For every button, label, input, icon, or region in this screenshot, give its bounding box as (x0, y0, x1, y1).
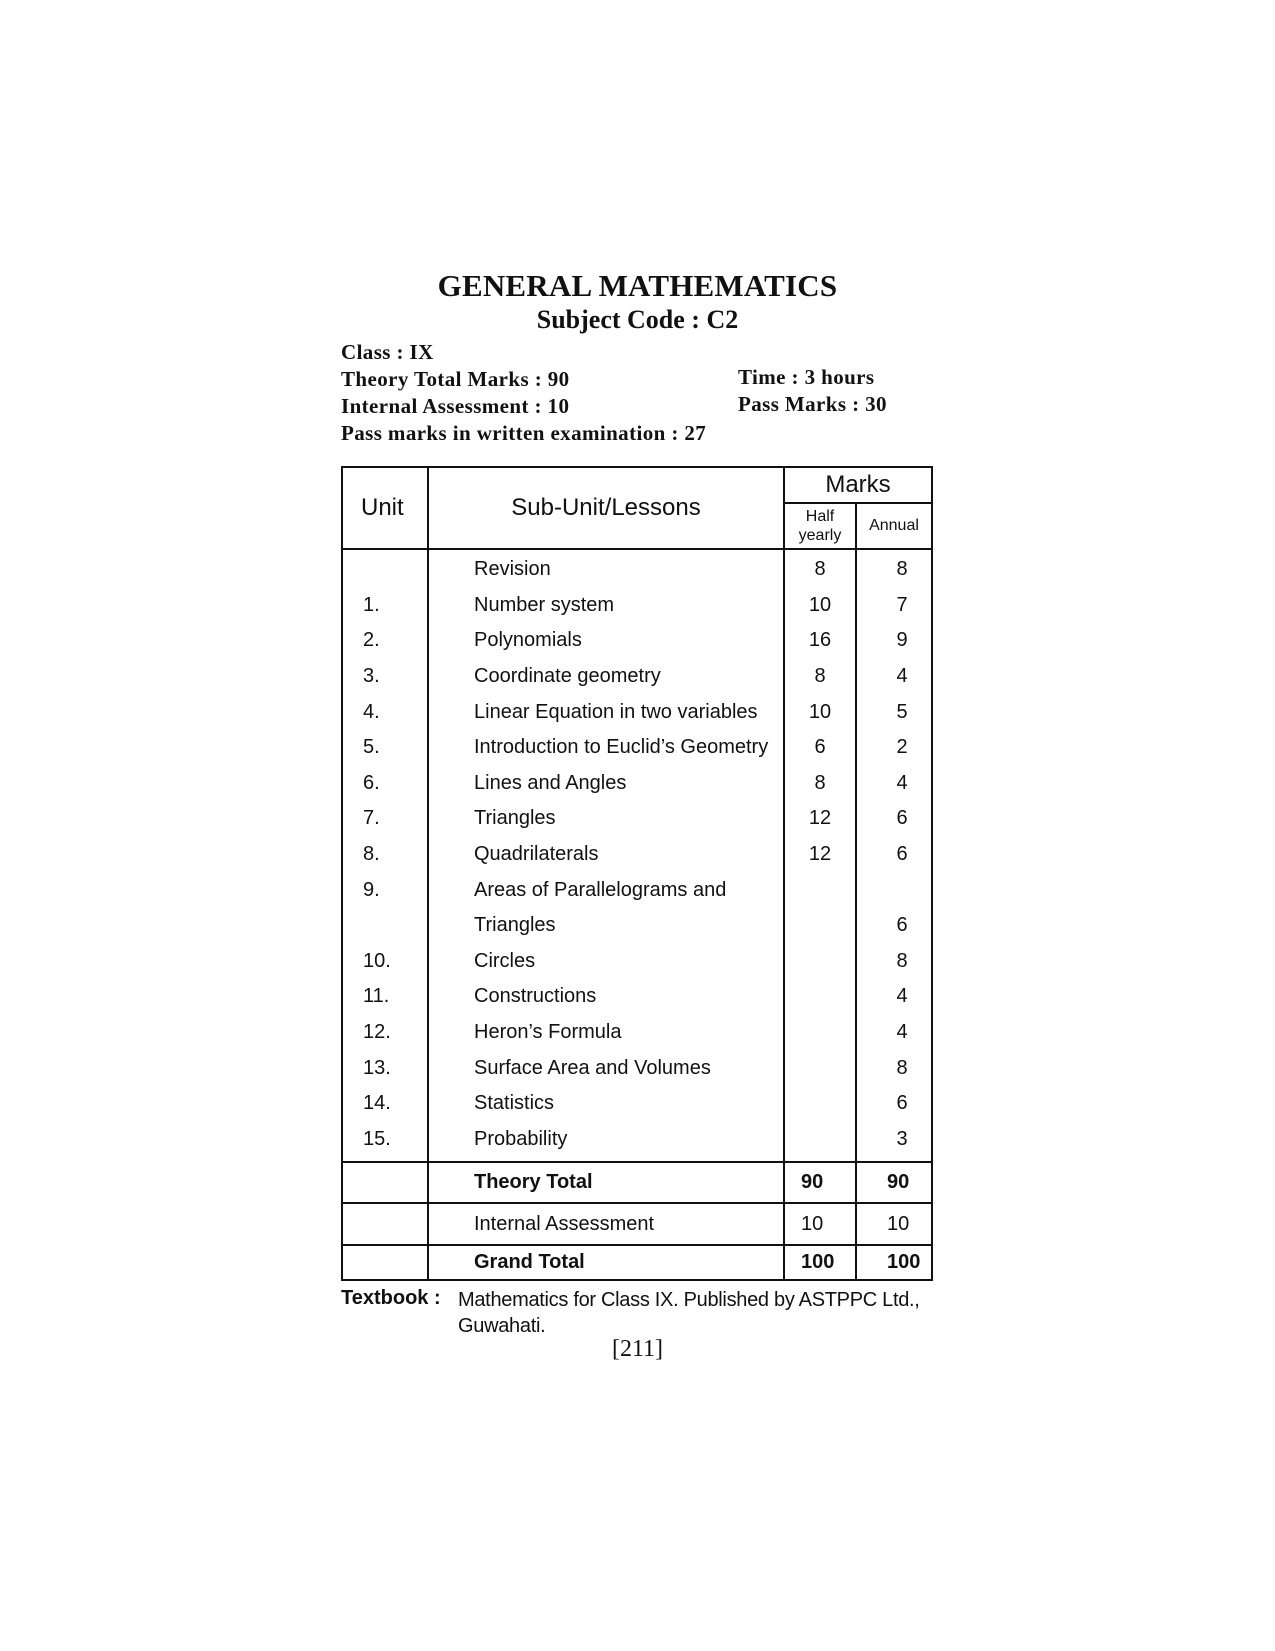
table-body (342, 549, 932, 1162)
subject-code: Subject Code : C2 (536, 305, 739, 334)
lesson-cell: Probability (428, 1122, 784, 1163)
lesson-cell: Quadrilaterals (428, 837, 784, 873)
annual-cell: 8 (856, 1050, 932, 1086)
theory-total-half: 90 (784, 1162, 856, 1203)
theory-total-marks: Theory Total Marks : 90 (341, 367, 570, 391)
header-half-line1: Half (805, 508, 835, 525)
table-row (342, 549, 932, 588)
annual-cell: 7 (856, 588, 932, 624)
lesson-cell: Revision (428, 549, 784, 588)
pass-marks-written: Pass marks in written examination : 27 (341, 421, 707, 445)
header-annual: Annual (856, 503, 932, 549)
table-row (342, 623, 932, 659)
half-yearly-cell (784, 944, 856, 980)
grand-total-label: Grand Total (428, 1245, 784, 1280)
theory-total-annual: 90 (856, 1162, 932, 1203)
unit-cell: 2. (342, 623, 428, 659)
unit-cell: 1. (342, 588, 428, 624)
unit-cell (342, 908, 428, 944)
half-yearly-cell: 8 (784, 766, 856, 802)
pass-marks-info: Pass Marks : 30 (738, 392, 887, 416)
unit-cell (342, 549, 428, 588)
header-sub-unit: Sub-Unit/Lessons (428, 467, 784, 549)
annual-cell: 3 (856, 1122, 932, 1163)
lesson-cell: Surface Area and Volumes (428, 1050, 784, 1086)
time-info: Time : 3 hours (738, 365, 875, 389)
unit-cell: 4. (342, 694, 428, 730)
half-yearly-cell (784, 1086, 856, 1122)
half-yearly-cell: 8 (784, 659, 856, 695)
header-half-yearly (784, 503, 856, 549)
annual-cell: 6 (856, 1086, 932, 1122)
lesson-cell: Triangles (428, 908, 784, 944)
half-yearly-cell: 10 (784, 694, 856, 730)
lesson-cell: Lines and Angles (428, 766, 784, 802)
unit-cell: 11. (342, 979, 428, 1015)
table-row (342, 694, 932, 730)
internal-assessment-label: Internal Assessment (428, 1203, 784, 1245)
annual-cell: 4 (856, 979, 932, 1015)
lesson-cell: Coordinate geometry (428, 659, 784, 695)
document-title: GENERAL MATHEMATICS (437, 268, 838, 303)
half-yearly-cell (784, 1015, 856, 1051)
unit-cell: 7. (342, 801, 428, 837)
annual-cell (856, 872, 932, 908)
half-yearly-cell: 16 (784, 623, 856, 659)
lesson-cell: Areas of Parallelograms and (428, 872, 784, 908)
annual-cell: 8 (856, 549, 932, 588)
table-row (342, 730, 932, 766)
unit-cell: 3. (342, 659, 428, 695)
internal-assessment-row (342, 1203, 932, 1245)
annual-cell: 6 (856, 908, 932, 944)
table-row (342, 1122, 932, 1163)
table-row (342, 1015, 932, 1051)
table-row (342, 979, 932, 1015)
marks-table (341, 466, 933, 1281)
table-row (342, 1050, 932, 1086)
annual-cell: 4 (856, 766, 932, 802)
theory-total-label: Theory Total (428, 1162, 784, 1203)
annual-cell: 2 (856, 730, 932, 766)
internal-assessment-info: Internal Assessment : 10 (341, 394, 570, 418)
table-row (342, 659, 932, 695)
header-half-line2: yearly (798, 527, 842, 544)
table-row (342, 766, 932, 802)
half-yearly-cell (784, 908, 856, 944)
half-yearly-cell: 12 (784, 837, 856, 873)
half-yearly-cell (784, 872, 856, 908)
table-row (342, 908, 932, 944)
half-yearly-cell: 12 (784, 801, 856, 837)
annual-cell: 4 (856, 659, 932, 695)
annual-cell: 5 (856, 694, 932, 730)
textbook-label: Textbook : (341, 1287, 441, 1309)
unit-cell: 9. (342, 872, 428, 908)
grand-total-row (342, 1245, 932, 1280)
internal-assessment-annual: 10 (856, 1203, 932, 1245)
half-yearly-cell: 6 (784, 730, 856, 766)
unit-cell: 5. (342, 730, 428, 766)
unit-cell: 10. (342, 944, 428, 980)
lesson-cell: Statistics (428, 1086, 784, 1122)
half-yearly-cell (784, 1050, 856, 1086)
lesson-cell: Heron’s Formula (428, 1015, 784, 1051)
table-row (342, 872, 932, 908)
lesson-cell: Introduction to Euclid’s Geometry (428, 730, 784, 766)
theory-total-unit (342, 1162, 428, 1203)
unit-cell: 12. (342, 1015, 428, 1051)
table-row (342, 837, 932, 873)
header-marks: Marks (784, 467, 932, 503)
unit-cell: 14. (342, 1086, 428, 1122)
lesson-cell: Number system (428, 588, 784, 624)
table-row (342, 801, 932, 837)
half-yearly-cell (784, 1122, 856, 1163)
half-yearly-cell: 8 (784, 549, 856, 588)
internal-assessment-unit (342, 1203, 428, 1245)
annual-cell: 6 (856, 801, 932, 837)
lesson-cell: Constructions (428, 979, 784, 1015)
annual-cell: 6 (856, 837, 932, 873)
lesson-cell: Triangles (428, 801, 784, 837)
unit-cell: 15. (342, 1122, 428, 1163)
table-row (342, 588, 932, 624)
unit-cell: 13. (342, 1050, 428, 1086)
lesson-cell: Circles (428, 944, 784, 980)
lesson-cell: Linear Equation in two variables (428, 694, 784, 730)
annual-cell: 4 (856, 1015, 932, 1051)
page-number: [211] (611, 1336, 664, 1362)
grand-total-unit (342, 1245, 428, 1280)
theory-total-row (342, 1162, 932, 1203)
annual-cell: 8 (856, 944, 932, 980)
lesson-cell: Polynomials (428, 623, 784, 659)
internal-assessment-half: 10 (784, 1203, 856, 1245)
unit-cell: 6. (342, 766, 428, 802)
unit-cell: 8. (342, 837, 428, 873)
table-header-row (342, 467, 932, 503)
grand-total-half: 100 (784, 1245, 856, 1280)
grand-total-annual: 100 (856, 1245, 932, 1280)
header-unit: Unit (342, 467, 428, 549)
half-yearly-cell (784, 979, 856, 1015)
class-info: Class : IX (341, 340, 434, 364)
half-yearly-cell: 10 (784, 588, 856, 624)
table-row (342, 1086, 932, 1122)
annual-cell: 9 (856, 623, 932, 659)
textbook-text: Mathematics for Class IX. Published by ASTPPC Ltd., Guwahati. (458, 1289, 920, 1337)
table-row (342, 944, 932, 980)
